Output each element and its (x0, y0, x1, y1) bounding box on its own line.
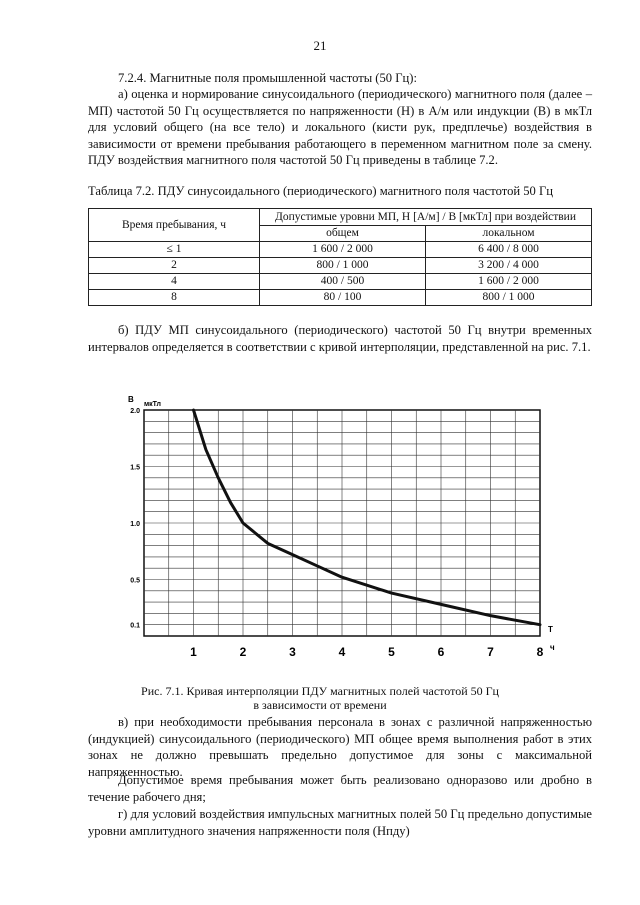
header-time: Время пребывания, ч (89, 209, 260, 242)
chart-x-ticks (190, 645, 544, 659)
cell-local: 3 200 / 4 000 (426, 258, 592, 274)
pdu-table (88, 208, 592, 306)
header-local: локальном (426, 226, 592, 242)
y-tick-label: 0.1 (130, 622, 140, 630)
cell-general: 800 / 1 000 (260, 258, 426, 274)
cell-local: 1 600 / 2 000 (426, 274, 592, 290)
y-axis-label: B (128, 395, 134, 404)
figure-caption-line2: в зависимости от времени (253, 698, 387, 712)
table-row (89, 290, 592, 306)
x-tick-label: 2 (239, 645, 247, 659)
table-caption: Таблица 7.2. ПДУ синусоидального (периодического) магнитного поля частотой 50 Гц (88, 184, 554, 198)
paragraph-v2: Допустимое время пребывания может быть реализовано одноразово или дробно в течение рабочего дня; (88, 773, 592, 804)
cell-general: 80 / 100 (260, 290, 426, 306)
interpolation-chart (110, 392, 560, 670)
cell-time: 4 (89, 274, 260, 290)
cell-general: 1 600 / 2 000 (260, 242, 426, 258)
cell-time: 8 (89, 290, 260, 306)
page-number: 21 (313, 38, 327, 53)
x-axis-unit: ч (550, 643, 555, 652)
cell-local: 800 / 1 000 (426, 290, 592, 306)
header-general: общем (260, 226, 426, 242)
paragraph-b: б) ПДУ МП синусоидального (периодического) частотой 50 Гц внутри временных интервалов определяется в соответствии с кривой интерполяции, представленной на рис. 7.1. (88, 323, 592, 354)
section-title: 7.2.4. Магнитные поля промышленной частоты (50 Гц): (118, 71, 417, 85)
x-tick-label: 1 (190, 645, 197, 659)
x-tick-label: 8 (536, 645, 544, 659)
x-tick-label: 6 (437, 645, 445, 659)
header-levels: Допустимые уровни МП, Н [А/м] / В [мкТл] при воздействии (260, 209, 592, 226)
cell-time: 2 (89, 258, 260, 274)
y-tick-label: 1.5 (130, 464, 140, 472)
table-row (89, 242, 592, 258)
x-tick-label: 7 (487, 645, 494, 659)
x-axis-label: T (548, 625, 553, 634)
y-axis-unit: мкТл (144, 401, 161, 408)
paragraph-a: а) оценка и нормирование синусоидального (периодического) магнитного поля (далее – МП) частотой 50 Гц осуществляется по напряженности (Н) в А/м или индукции (В) в мкТл для условий общего (на все тело) и локального (кисти рук, предплечье) воздействия в зависимости от времени пребывания работающего в переменном магнитном поле за смену. ПДУ воздействия магнитного поля частотой 50 Гц приведены в таблице 7.2. (88, 87, 592, 167)
y-tick-label: 1.0 (130, 521, 140, 528)
figure-caption-line1: Рис. 7.1. Кривая интерполяции ПДУ магнитных полей частотой 50 Гц (141, 684, 499, 698)
cell-time: ≤ 1 (89, 242, 260, 258)
paragraph-v: в) при необходимости пребывания персонала в зонах с различной напряженностью (индукцией) синусоидального (периодического) МП общее время выполнения работ в этих зонах не должно превышать предельно допустимое для зоны с максимальной напряженностью. (88, 715, 592, 779)
cell-general: 400 / 500 (260, 274, 426, 290)
table-row (89, 274, 592, 290)
x-tick-label: 3 (289, 645, 296, 659)
y-tick-label: 0.5 (130, 577, 140, 585)
table-row (89, 258, 592, 274)
paragraph-g: г) для условий воздействия импульсных магнитных полей 50 Гц предельно допустимые уровни амплитудного значения напряженности поля (Нпду) (88, 807, 592, 838)
x-tick-label: 4 (338, 645, 346, 659)
x-tick-label: 5 (388, 645, 395, 659)
cell-local: 6 400 / 8 000 (426, 242, 592, 258)
chart-y-ticks (130, 408, 140, 630)
y-tick-label: 2.0 (130, 408, 140, 415)
